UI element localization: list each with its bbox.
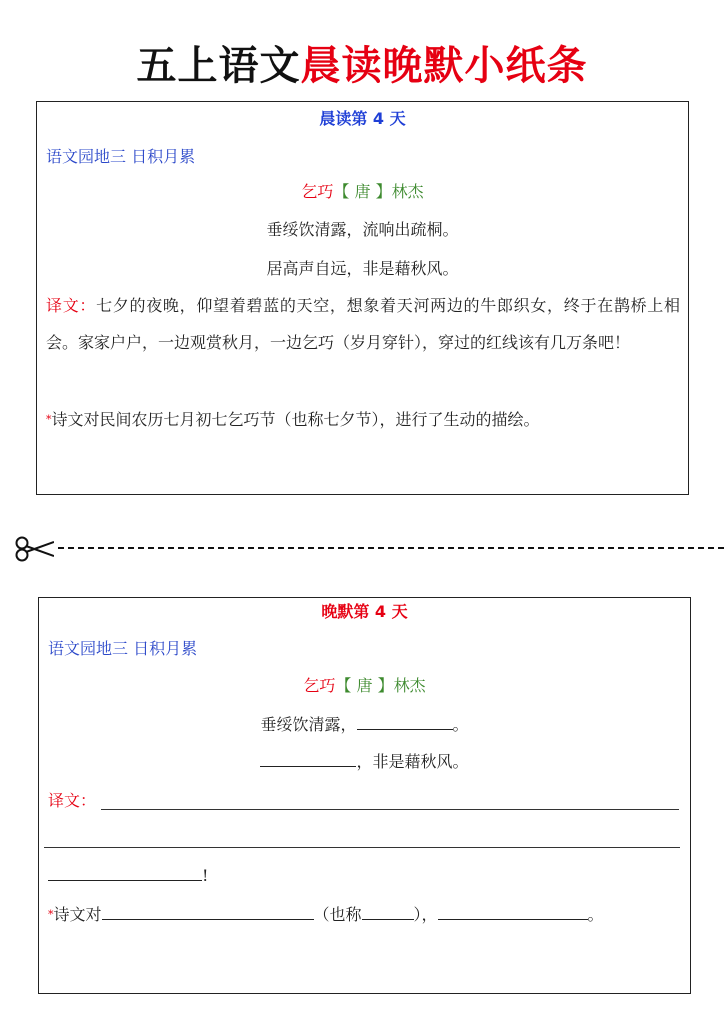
poem-name: 乞巧 [303,676,336,695]
evening-poem-title [39,676,690,696]
line1-prefix: 垂绥饮清露， [260,715,357,734]
evening-heading: 晚默第 4 天 [321,602,408,621]
translation-label: 译文： [48,791,97,810]
line2-suffix: ，非是藉秋风。 [356,752,469,771]
evening-section-label: 语文园地三 日积月累 [48,639,198,658]
morning-poem-line-1: 垂绥饮清露，流响出疏桐。 [266,220,459,239]
evening-dictation-card [38,597,691,994]
note-mid: （也称 [313,905,362,924]
scissors-icon [14,534,54,564]
poem-dynasty: 【 唐 】 [333,182,392,201]
translation-blank-line-2[interactable] [44,847,680,848]
evening-poem-line-1 [39,715,690,735]
fill-blank[interactable] [48,866,202,881]
poem-author: 林杰 [393,676,426,695]
fill-blank[interactable] [260,752,356,767]
poem-name: 乞巧 [301,182,334,201]
note-star: * [46,413,52,426]
fill-blank[interactable] [102,905,314,920]
morning-reading-card [36,101,689,495]
morning-heading: 晨读第 4 天 [319,109,406,128]
evening-note [48,905,682,925]
evening-poem-line-2 [39,752,690,772]
note-prefix: 诗文对 [53,905,102,924]
morning-poem-title [37,182,688,202]
translation-blank-line-3 [48,866,682,886]
evening-translation-label [48,791,682,811]
page-title [0,40,724,92]
note-after: ）， [413,905,438,924]
morning-poem-line-2: 居高声自远，非是藉秋风。 [266,259,459,278]
fill-blank[interactable] [438,905,588,920]
poem-author: 林杰 [391,182,424,201]
morning-translation [46,287,680,361]
end-mark: ! [202,866,209,885]
poem-dynasty: 【 唐 】 [335,676,394,695]
title-part-red: 晨读晚默小纸条 [300,43,588,89]
translation-label: 译文： [46,296,97,315]
line1-suffix: 。 [452,715,469,734]
note-text: 诗文对民间农历七月初七乞巧节（也称七夕节），进行了生动的描绘。 [51,410,540,429]
cut-line [58,547,724,549]
title-part-black: 五上语文 [136,43,301,89]
morning-note [46,410,680,430]
note-star: * [48,908,54,921]
note-end: 。 [587,905,604,924]
translation-blank-line-1[interactable] [101,809,679,810]
translation-text: 七夕的夜晚，仰望着碧蓝的天空，想象着天河两边的牛郎织女，终于在鹊桥上相会。家家户户，一边观赏秋月，一边乞巧（岁月穿针），穿过的红线该有几万条吧！ [46,296,680,352]
fill-blank[interactable] [362,905,414,920]
fill-blank[interactable] [357,715,453,730]
morning-section-label: 语文园地三 日积月累 [46,147,196,166]
